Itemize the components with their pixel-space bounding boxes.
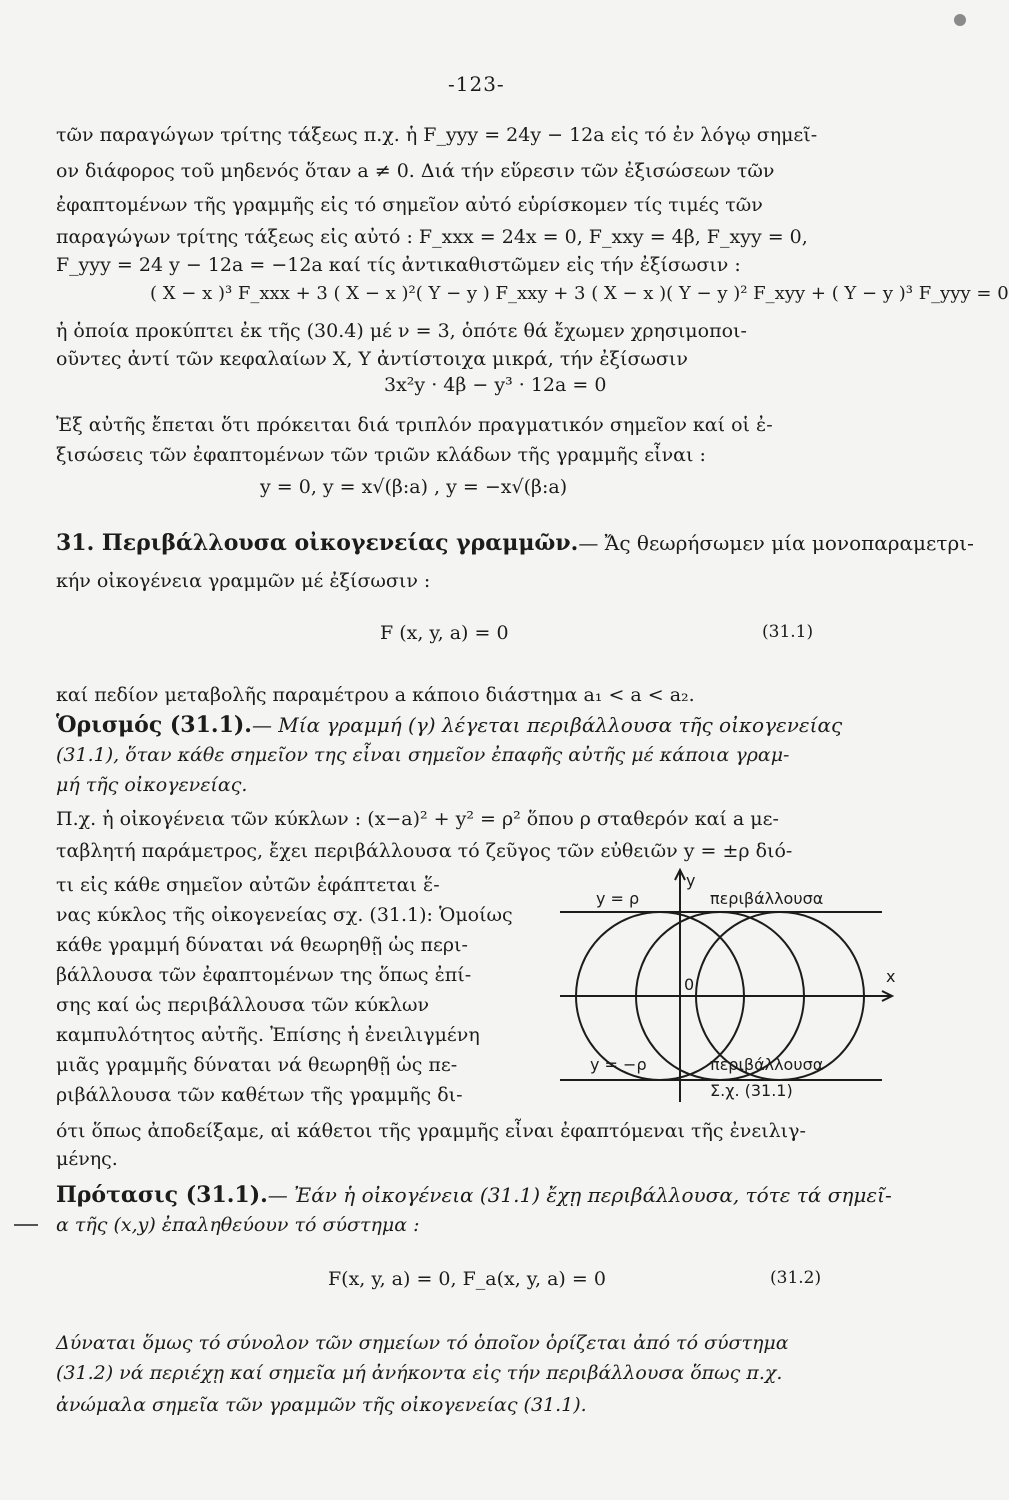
- text-line: κάθε γραμμή δύναται νά θεωρηθῇ ὡς περι-: [56, 934, 468, 956]
- page-number: -123-: [448, 72, 505, 96]
- text-line: ξισώσεις τῶν ἐφαπτομένων τῶν τριῶν κλάδων τῆς γραμμῆς εἶναι :: [56, 444, 706, 466]
- top-envelope-label: περιβάλλουσα: [710, 889, 824, 908]
- bottom-envelope-label: περιβάλλουσα: [710, 1055, 824, 1074]
- text-line: τῶν παραγώγων τρίτης τάξεως π.χ. ἡ F_yyy = 24y − 12a εἰς τό ἐν λόγῳ σημεῖ-: [56, 124, 818, 146]
- text-line: ριβάλλουσα τῶν καθέτων τῆς γραμμῆς δι-: [56, 1084, 463, 1106]
- equation-number: (31.1): [762, 622, 814, 642]
- text-line: καί πεδίον μεταβολῆς παραμέτρου a κάποιο διάστημα a₁ < a < a₂.: [56, 684, 695, 706]
- proposition-label: Πρότασις (31.1).: [56, 1182, 268, 1208]
- text-line: Π.χ. ἡ οἰκογένεια τῶν κύκλων : (x−a)² + y² = ρ² ὅπου ρ σταθερόν καί a με-: [56, 808, 779, 830]
- bottom-line-label: y = −ρ: [590, 1055, 647, 1074]
- proposition-text: — Ἐάν ἡ οἰκογένεια (31.1) ἔχῃ περιβάλλουσα, τότε τά σημεῖ-: [267, 1183, 892, 1207]
- text-line: νας κύκλος τῆς οἰκογενείας σχ. (31.1): Ὁμοίως: [56, 904, 513, 926]
- equation-family: F (x, y, a) = 0: [380, 622, 509, 644]
- proposition-line: [56, 1182, 916, 1208]
- definition-label: Ὁρισμός (31.1).: [56, 712, 252, 738]
- text-line: α τῆς (x,y) ἐπαληθεύουν τό σύστημα :: [56, 1214, 420, 1236]
- section-heading-rest: — Ἄς θεωρήσωμεν μία μονοπαραμετρι-: [578, 531, 974, 555]
- figure-caption: Σ.χ. (31.1): [710, 1081, 793, 1100]
- section-heading-line: [56, 530, 974, 556]
- text-line: Δύναται ὅμως τό σύνολον τῶν σημείων τό ὁποῖον ὁρίζεται ἀπό τό σύστημα: [56, 1332, 789, 1354]
- text-line: τι εἰς κάθε σημεῖον αὐτῶν ἐφάπτεται ἕ-: [56, 874, 440, 896]
- text-line: (31.2) νά περιέχῃ καί σημεῖα μή ἀνήκοντα εἰς τήν περιβάλλουσα ὅπως π.χ.: [56, 1362, 783, 1384]
- text-line: σης καί ὡς περιβάλλουσα τῶν κύκλων: [56, 994, 430, 1016]
- text-line: οῦντες ἀντί τῶν κεφαλαίων X, Y ἀντίστοιχα μικρά, τήν ἐξίσωσιν: [56, 348, 688, 370]
- equation-cubic-tangent: ( X − x )³ F_xxx + 3 ( X − x )²( Y − y ) F_xxy + 3 ( X − x )( Y − y )² F_xyy + ( Y − y )³ F_yyy = 0: [150, 283, 1009, 304]
- scan-speck: [954, 14, 966, 26]
- y-axis-label: y: [686, 871, 696, 890]
- text-line: μένης.: [56, 1148, 118, 1170]
- equation-system: F(x, y, a) = 0, F_a(x, y, a) = 0: [328, 1268, 606, 1290]
- definition-line: [56, 712, 916, 738]
- text-line: παραγώγων τρίτης τάξεως εἰς αὐτό : F_xxx = 24x = 0, F_xxy = 4β, F_xyy = 0,: [56, 226, 808, 248]
- text-line: Ἐξ αὐτῆς ἔπεται ὅτι πρόκειται διά τριπλόν πραγματικόν σημεῖον καί οἱ ἐ-: [56, 414, 773, 436]
- text-line: ον διάφορος τοῦ μηδενός ὅταν a ≠ 0. Διά τήν εὕρεσιν τῶν ἐξισώσεων τῶν: [56, 160, 775, 182]
- section-heading: 31. Περιβάλλουσα οἰκογενείας γραμμῶν.: [56, 530, 579, 556]
- text-line: ἀνώμαλα σημεῖα τῶν γραμμῶν τῆς οἰκογενείας (31.1).: [56, 1394, 587, 1416]
- text-line: κήν οἰκογένεια γραμμῶν μέ ἐξίσωσιν :: [56, 570, 431, 592]
- envelope-figure: [560, 866, 900, 1106]
- margin-mark: [14, 1224, 38, 1226]
- text-line: μή τῆς οἰκογενείας.: [56, 774, 248, 796]
- text-line: ἡ ὁποία προκύπτει ἐκ τῆς (30.4) μέ ν = 3, ὁπότε θά ἔχωμεν χρησιμοποι-: [56, 320, 747, 342]
- x-axis-label: x: [886, 967, 896, 986]
- text-line: ότι ὅπως ἀποδείξαμε, αἱ κάθετοι τῆς γραμμῆς εἶναι ἐφαπτόμεναι τῆς ἐνειλιγ-: [56, 1120, 806, 1142]
- text-line: F_yyy = 24 y − 12a = −12a καί τίς ἀντικαθιστῶμεν εἰς τήν ἐξίσωσιν :: [56, 254, 741, 276]
- top-line-label: y = ρ: [596, 889, 640, 908]
- text-line: καμπυλότητος αὐτῆς. Ἐπίσης ἡ ἐνειλιγμένη: [56, 1024, 480, 1046]
- text-line: βάλλουσα τῶν ἐφαπτομένων της ὅπως ἐπί-: [56, 964, 472, 986]
- definition-text: — Μία γραμμή (γ) λέγεται περιβάλλουσα τῆς οἰκογενείας: [251, 713, 843, 737]
- text-line: μιᾶς γραμμῆς δύναται νά θεωρηθῇ ὡς πε-: [56, 1054, 458, 1076]
- text-line: ταβλητή παράμετρος, ἔχει περιβάλλουσα τό ζεῦγος τῶν εὐθειῶν y = ±ρ διό-: [56, 840, 793, 862]
- equation-triple-point: 3x²y · 4β − y³ · 12a = 0: [384, 374, 607, 396]
- equation-number: (31.2): [770, 1268, 822, 1288]
- text-line: (31.1), ὅταν κάθε σημεῖον της εἶναι σημεῖον ἐπαφῆς αὐτῆς μέ κάποια γραμ-: [56, 744, 790, 766]
- origin-label: 0: [684, 975, 695, 994]
- equation-tangent-lines: y = 0, y = x√(β:a) , y = −x√(β:a): [260, 476, 568, 498]
- text-line: ἐφαπτομένων τῆς γραμμῆς εἰς τό σημεῖον αὐτό εὑρίσκομεν τίς τιμές τῶν: [56, 194, 763, 216]
